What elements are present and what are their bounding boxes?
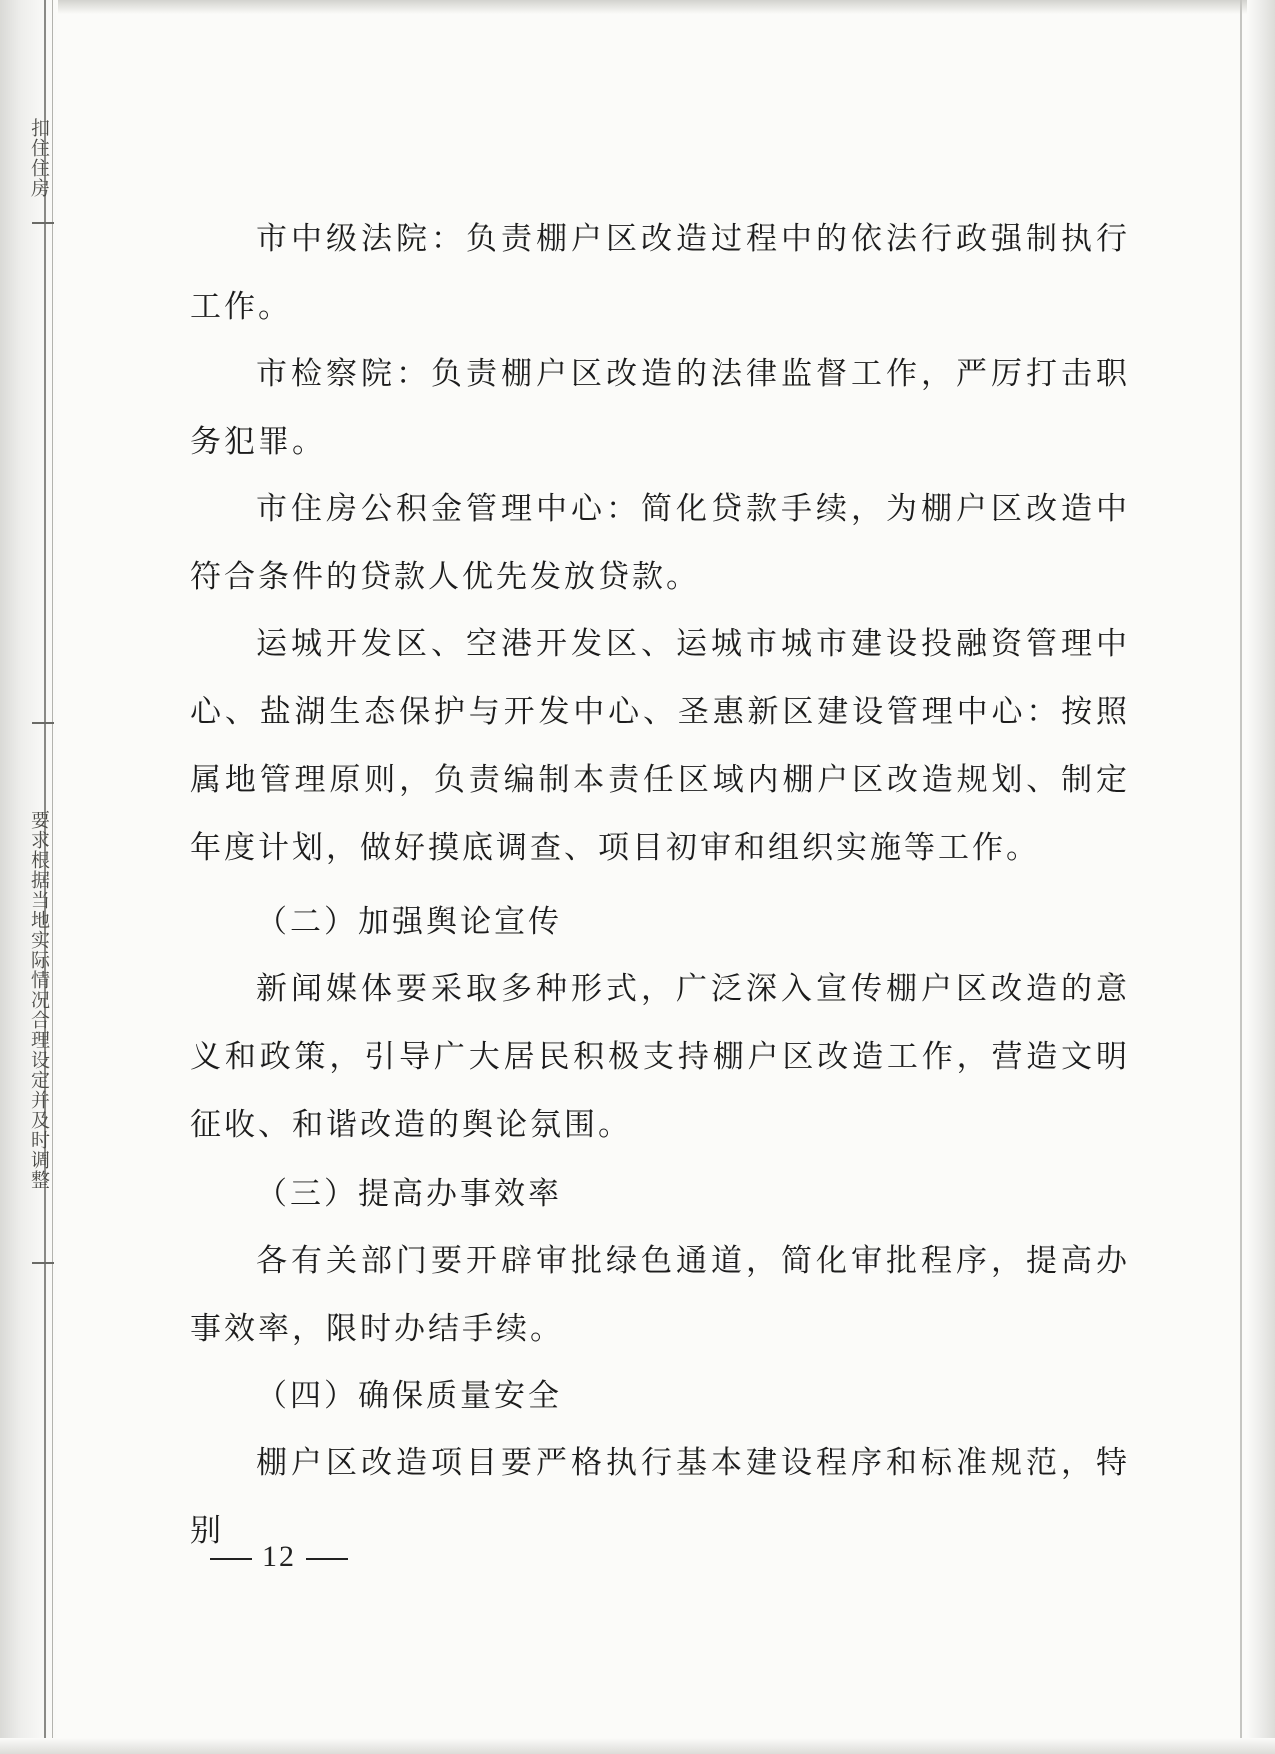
- page-number-dash-left: [210, 1558, 252, 1560]
- section-heading-quality-safety: （四）确保质量安全: [256, 1378, 562, 1414]
- margin-note-top: 扣住住房: [28, 118, 50, 198]
- paragraph-development-zones: 运城开发区、空港开发区、运城市城市建设投融资管理中心、盐湖生态保护与开发中心、圣惠新区建设管理中心：按照属地管理原则，负责编制本责任区域内棚户区改造规划、制定年度计划，做好摸底调查、项目初审和组织实施等工作。: [190, 626, 1130, 866]
- paragraph-intermediate-court: 市中级法院：负责棚户区改造过程中的依法行政强制执行工作。: [190, 221, 1130, 325]
- binding-tick: [32, 1262, 54, 1264]
- page-number-dash-right: [306, 1558, 348, 1560]
- binding-tick: [32, 222, 54, 224]
- binding-tick: [32, 722, 54, 724]
- scan-bottom-shadow: [0, 1738, 1275, 1754]
- scan-right-edge: [1247, 0, 1275, 1754]
- scan-right-line: [1240, 0, 1242, 1754]
- page-number: [200, 1540, 358, 1574]
- scan-top-shadow: [0, 0, 1275, 14]
- paragraph-procuratorate: 市检察院：负责棚户区改造的法律监督工作，严厉打击职务犯罪。: [190, 356, 1130, 460]
- paragraph-housing-fund-center: 市住房公积金管理中心：简化贷款手续，为棚户区改造中符合条件的贷款人优先发放贷款。: [190, 491, 1130, 595]
- section-heading-efficiency: （三）提高办事效率: [256, 1176, 562, 1212]
- margin-note-middle: 要求根据当地实际情况合理设定并及时调整: [28, 810, 50, 1190]
- section-text-quality-safety: 棚户区改造项目要严格执行基本建设程序和标准规范，特别: [190, 1445, 1130, 1549]
- page-number-value: 12: [262, 1540, 296, 1573]
- section-text-efficiency: 各有关部门要开辟审批绿色通道，简化审批程序，提高办事效率，限时办结手续。: [190, 1243, 1130, 1347]
- section-text-publicity: 新闻媒体要采取多种形式，广泛深入宣传棚户区改造的意义和政策，引导广大居民积极支持棚户区改造工作，营造文明征收、和谐改造的舆论氛围。: [190, 971, 1130, 1143]
- section-heading-publicity: （二）加强舆论宣传: [256, 904, 562, 940]
